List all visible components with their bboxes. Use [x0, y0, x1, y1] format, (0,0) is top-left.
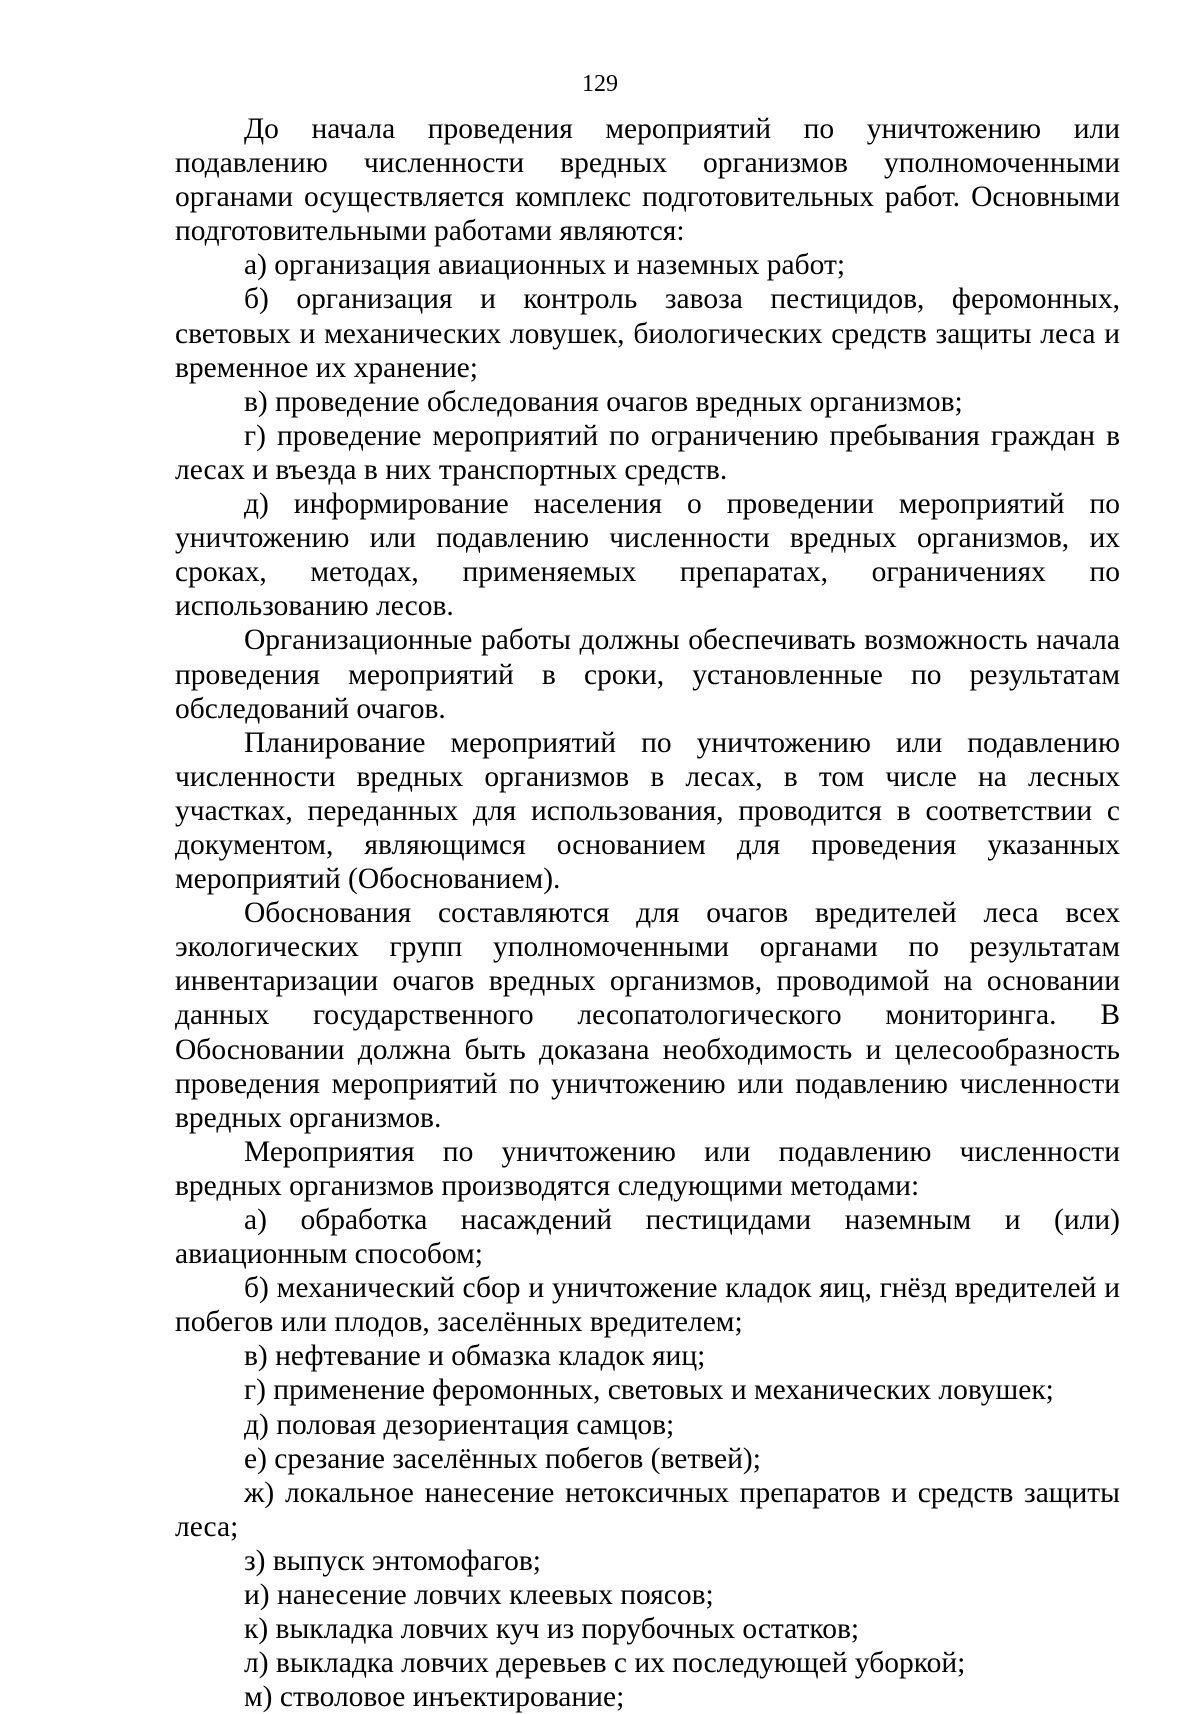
document-body — [175, 112, 1120, 1714]
list-item: л) выкладка ловчих деревьев с их последующей уборкой; — [244, 1647, 966, 1680]
list-item: к) выкладка ловчих куч из порубочных остатков; — [244, 1613, 860, 1646]
methods-intro-paragraph: Мероприятия по уничтожению или подавлению численности вредных организмов производятся следующими методами: — [175, 1135, 1120, 1202]
preparatory-works-list — [175, 248, 1120, 623]
list-item: ж) локальное нанесение нетоксичных препаратов и средств защиты леса; — [175, 1476, 1120, 1543]
page-number: 129 — [582, 71, 618, 97]
list-item: а) организация авиационных и наземных работ; — [244, 249, 846, 282]
list-item: д) информирование населения о проведении мероприятий по уничтожению или подавлению численности вредных организмов, их сроках, методах, применяемых препаратах, ограничениях по использованию лесов. — [175, 488, 1120, 623]
list-item: г) проведение мероприятий по ограничению пребывания граждан в лесах и въезда в них транспортных средств. — [175, 419, 1120, 486]
list-item: б) организация и контроль завоза пестицидов, феромонных, световых и механических ловушек, биологических средств защиты леса и временное их хранение; — [175, 283, 1120, 384]
methods-list — [175, 1203, 1120, 1714]
justification-paragraph: Обоснования составляются для очагов вредителей леса всех экологических групп уполномоченными органами по результатам инвентаризации очагов вредных организмов, проводимой на основании данных государственного лесопатологического мониторинга. В Обосновании должна быть доказана необходимость и целесообразность проведения мероприятий по уничтожению или подавлению численности вредных организмов. — [175, 897, 1120, 1134]
organizational-paragraph: Организационные работы должны обеспечивать возможность начала проведения мероприятий в сроки, установленные по результатам обследований очагов. — [175, 624, 1120, 725]
list-item: д) половая дезориентация самцов; — [244, 1408, 675, 1441]
list-item: а) обработка насаждений пестицидами наземным и (или) авиационным способом; — [175, 1204, 1120, 1271]
list-item: г) применение феромонных, световых и механических ловушек; — [244, 1374, 1054, 1407]
list-item: б) механический сбор и уничтожение кладок яиц, гнёзд вредителей и побегов или плодов, заселённых вредителем; — [175, 1272, 1120, 1339]
list-item: з) выпуск энтомофагов; — [244, 1544, 541, 1577]
list-item: и) нанесение ловчих клеевых поясов; — [244, 1579, 714, 1612]
list-item: в) нефтевание и обмазка кладок яиц; — [244, 1340, 706, 1373]
planning-paragraph: Планирование мероприятий по уничтожению или подавлению численности вредных организмов в лесах, в том числе на лесных участках, переданных для использования, проводится в соответствии с документом, являющимся основанием для проведения указанных мероприятий (Обоснованием). — [175, 726, 1120, 896]
list-item: е) срезание заселённых побегов (ветвей); — [244, 1442, 761, 1475]
intro-paragraph: До начала проведения мероприятий по уничтожению или подавлению численности вредных организмов уполномоченными органами осуществляется комплекс подготовительных работ. Основными подготовительными работами являются: — [175, 113, 1120, 248]
list-item: м) стволовое инъектирование; — [244, 1681, 625, 1714]
list-item: в) проведение обследования очагов вредных организмов; — [244, 385, 963, 418]
